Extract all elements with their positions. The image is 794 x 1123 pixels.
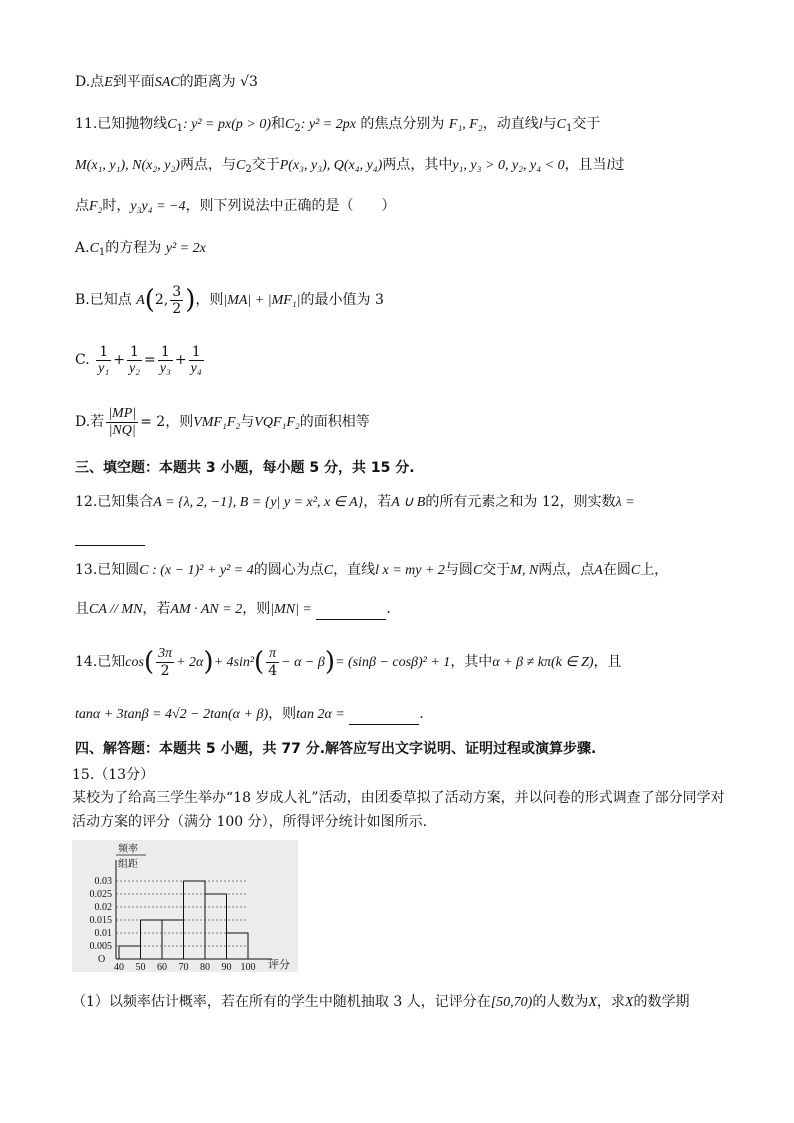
histogram-bar — [162, 920, 184, 959]
y-tick-label: 0.03 — [94, 876, 112, 887]
y-tick-label: 0.005 — [89, 941, 112, 952]
x-tick-label: 100 — [240, 962, 256, 972]
y-tick-label: 0.015 — [89, 915, 112, 926]
y-axis-label-bottom: 组距 — [118, 859, 138, 870]
q11-option-a: $A.C_1$的方程为 y² = 2x — [75, 240, 206, 258]
histogram-bar — [205, 894, 227, 959]
q15-part-1: （1）以频率估计概率，若在所有的学生中随机抽取 3 人，记评分在[50,70)的人数为X，求X的数学期 — [72, 994, 690, 1010]
q11-option-b: B.已知点 A(2, $\frac{3}{2}$ )，则|MA| + |MF₁|的最小值为 3 — [75, 283, 384, 317]
y-axis-label-top: 频率 — [118, 844, 138, 855]
q12-line-1: 12.已知集合A = {λ, 2, −1}, B = {y| y = x², x ∈ A}，若A ∪ B的所有元素之和为 12，则实数λ = — [75, 494, 635, 510]
histogram-bar — [141, 920, 163, 959]
q15-heading: 15.（13分） — [72, 767, 155, 783]
frequency-histogram — [72, 840, 298, 972]
q15-paragraph-1: 某校为了给高三学生举办“18 岁成人礼”活动，由团委草拟了活动方案，并以问卷的形式调查了部分同学对 — [72, 790, 725, 806]
x-tick-label: 60 — [157, 962, 167, 972]
x-tick-label: 40 — [114, 962, 124, 972]
x-tick-label: 70 — [178, 962, 189, 972]
histogram-bar — [119, 946, 141, 959]
q11-line-3: 点F₂时，y₃y₄ = −4，则下列说法中正确的是（ ） — [75, 198, 396, 214]
x-tick-label: 80 — [200, 962, 210, 972]
section-3-heading: 三、填空题：本题共 3 小题，每小题 5 分，共 15 分. — [75, 460, 415, 476]
x-tick-label: 90 — [221, 962, 232, 972]
y-tick-label: 0.025 — [89, 889, 112, 900]
q14-line-1: 14.已知cos( $\frac{3\pi}{2}$ + 2α)+ 4sin²( $\frac{\pi}{4}$ − α − β)= (sinβ − cosβ)² + 1，其中α + β ≠ kπ(k ∈ Z)，且 — [75, 645, 622, 679]
q11-option-c: C. $\frac{1}{\text{y₁}}$ + $\frac{1}{\text{y₂}}$ = $\frac{1}{\text{y₃}}$ + $\frac{1}{\text{y₄}}$ — [75, 343, 202, 376]
q10-option-d: D.点E到平面SAC的距离为 √3 — [75, 74, 258, 90]
q14-line-2: tanα + 3tanβ = 4√2 − 2tan(α + β)，则tan 2α = . — [75, 704, 424, 725]
q12-answer-blank — [75, 526, 145, 546]
q11-line-2: M(x₁, y₁), N(x₂, y₂)两点，与$C_2$交于P(x₃, y₃), Q(x₄, y₄)两点，其中y₁, y₃ > 0, y₂, y₄ < 0，且当l过 — [75, 157, 625, 175]
y-tick-label: 0.02 — [94, 902, 112, 913]
q11-line-1: 11.已知抛物线$C_1$: y² = px(p > 0)和$C_2$: y² = 2px 的焦点分别为 F₁, F₂，动直线l与$C_1$交于 — [75, 116, 601, 134]
section-4-heading: 四、解答题：本题共 5 小题，共 77 分.解答应写出文字说明、证明过程或演算步骤. — [75, 741, 597, 757]
origin-label: O — [98, 954, 106, 965]
q13-line-2: 且CA // MN，若AM · AN = 2，则|MN| = . — [75, 599, 391, 620]
q11-option-d: D.若 $\frac{|MP|}{|NQ|}$ = 2，则VMF₁F₂与VQF₁F₂的面积相等 — [75, 405, 370, 438]
x-axis-label: 评分 — [268, 959, 290, 971]
x-tick-label: 50 — [135, 962, 146, 972]
q13-line-1: 13.已知圆C : (x − 1)² + y² = 4的圆心为点C，直线l x = my + 2与圆C交于M, N两点，点A在圆C上， — [75, 562, 669, 578]
y-tick-label: 0.01 — [94, 928, 112, 939]
q15-paragraph-2: 活动方案的评分（满分 100 分），所得评分统计如图所示. — [72, 814, 428, 830]
